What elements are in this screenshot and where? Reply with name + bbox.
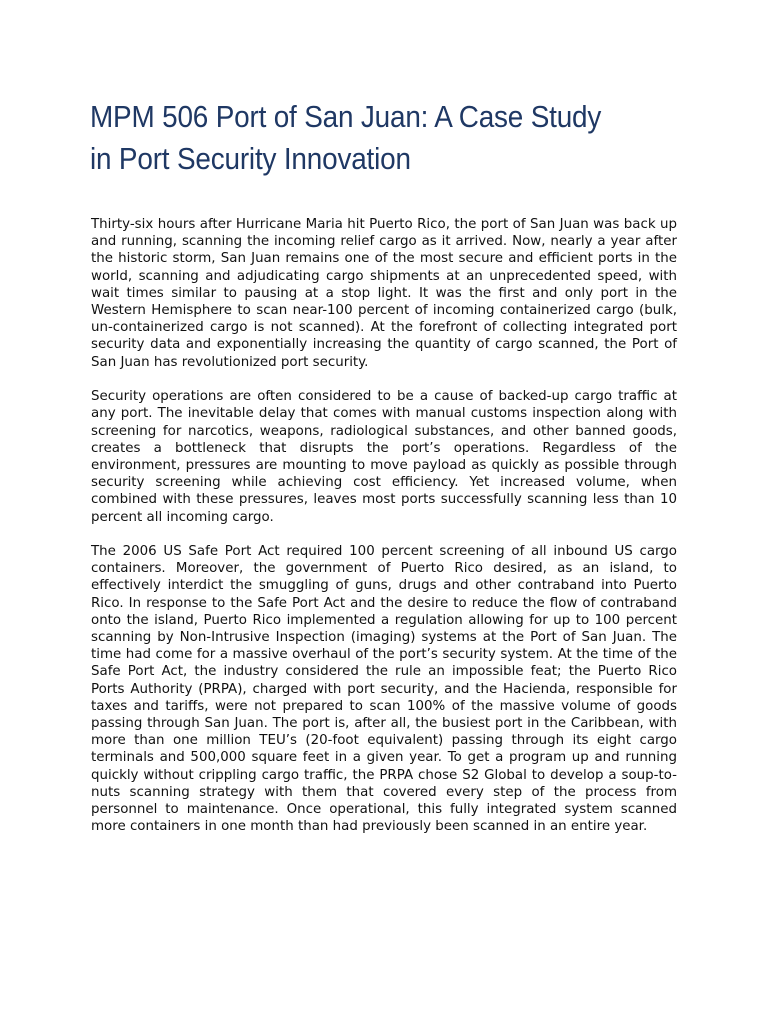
document-body: [91, 216, 677, 853]
body-paragraph-3: The 2006 US Safe Port Act required 100 percent screening of all inbound US cargo containers. Moreover, the government of Puerto Rico desired, as an island, to effectively interdict the smuggling of guns, drugs and other contraband into Puerto Rico. In response to the Safe Port Act and the desire to reduce the flow of contraband onto the island, Puerto Rico implemented a regulation allowing for up to 100 percent scanning by Non-Intrusive Inspection (imaging) systems at the Port of San Juan. The time had come for a massive overhaul of the port’s security system. At the time of the Safe Port Act, the industry considered the rule an impossible feat; the Puerto Rico Ports Authority (PRPA), charged with port security, and the Hacienda, responsible for taxes and tariffs, were not prepared to scan 100% of the massive volume of goods passing through San Juan. The port is, after all, the busiest port in the Caribbean, with more than one million TEU’s (20-foot equivalent) passing through its eight cargo terminals and 500,000 square feet in a given year. To get a program up and running quickly without crippling cargo traffic, the PRPA chose S2 Global to develop a soup-to-nuts scanning strategy with them that covered every step of the process from personnel to maintenance. Once operational, this fully integrated system scanned more containers in one month than had previously been scanned in an entire year.: [91, 544, 677, 835]
body-paragraph-1: Thirty-six hours after Hurricane Maria hit Puerto Rico, the port of San Juan was back up and running, scanning the incoming relief cargo as it arrived. Now, nearly a year after the historic storm, San Juan remains one of the most secure and efficient ports in the world, scanning and adjudicating cargo shipments at an unprecedented speed, with wait times similar to pausing at a stop light. It was the first and only port in the Western Hemisphere to scan near-100 percent of incoming containerized cargo (bulk, un-containerized cargo is not scanned). At the forefront of collecting integrated port security data and exponentially increasing the quantity of cargo scanned, the Port of San Juan has revolutionized port security.: [91, 217, 677, 370]
document-title: MPM 506 Port of San Juan: A Case Study in Port Security Innovation: [90, 99, 602, 176]
body-paragraph-2: Security operations are often considered to be a cause of backed-up cargo traffic at any port. The inevitable delay that comes with manual customs inspection along with screening for narcotics, weapons, radiological substances, and other banned goods, creates a bottleneck that disrupts the port’s operations. Regardless of the environment, pressures are mounting to move payload as quickly as possible through security screening while achieving cost efficiency. Yet increased volume, when combined with these pressures, leaves most ports successfully scanning less than 10 percent all incoming cargo.: [91, 389, 677, 525]
